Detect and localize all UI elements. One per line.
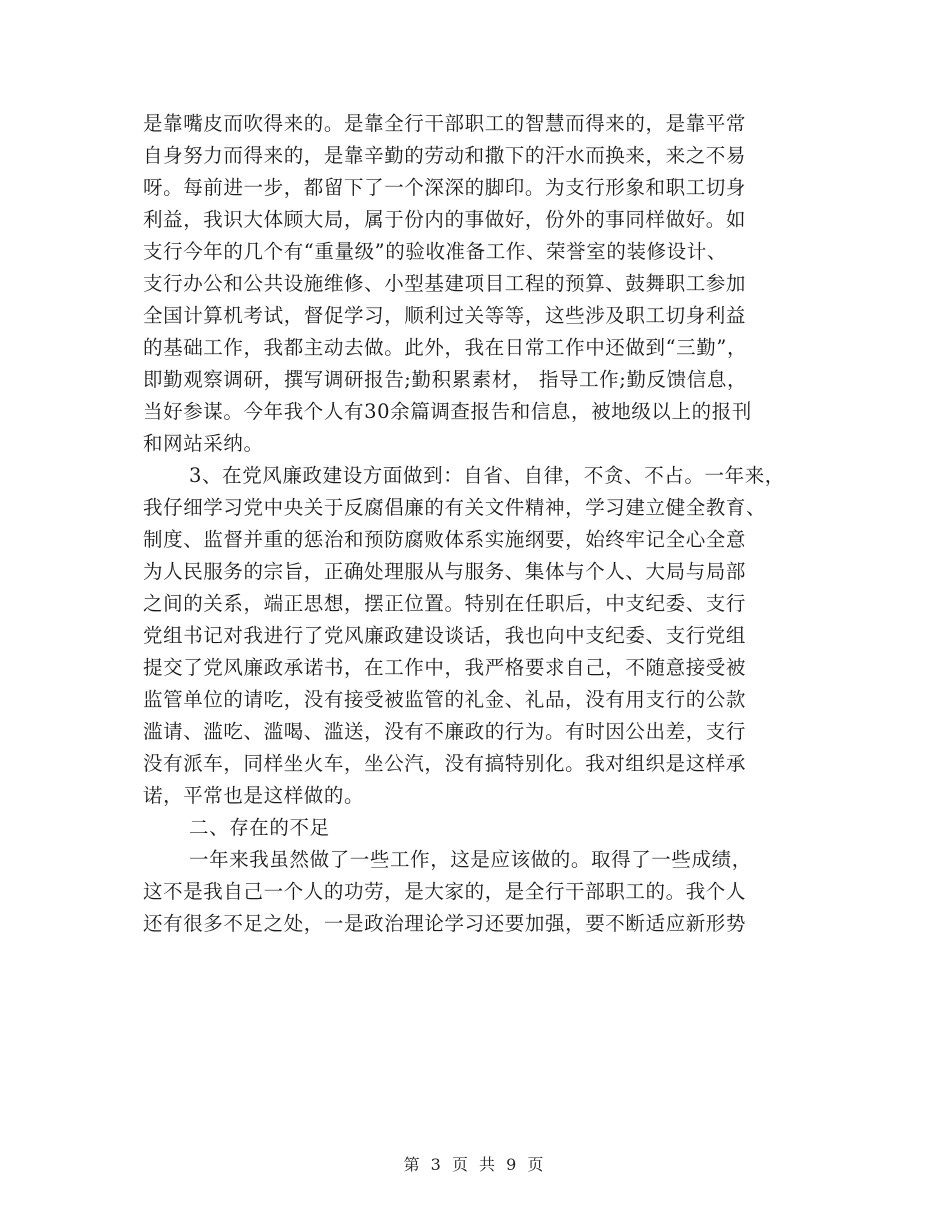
text-line: 自身努力而得来的，是靠辛勤的劳动和撒下的汗水而换来，来之不易 xyxy=(143,144,747,167)
text-line: 支行今年的几个有“重量级”的验收准备工作、荣誉室的装修设计、 xyxy=(143,240,727,263)
text-line: 即勤观察调研，撰写调研报告;勤积累素材， 指导工作;勤反馈信息， xyxy=(143,368,748,391)
text-line: 没有派车，同样坐火车，坐公汽，没有搞特别化。我对组织是这样承 xyxy=(143,752,747,775)
text-line: 这不是我自己一个人的功劳，是大家的，是全行干部职工的。我个人 xyxy=(143,880,747,903)
text-line: 提交了党风廉政承诺书，在工作中，我严格要求自己，不随意接受被 xyxy=(143,656,747,679)
text-line: 监管单位的请吃，没有接受被监管的礼金、礼品，没有用支行的公款 xyxy=(143,688,747,711)
paragraph-start-line: 一年来我虽然做了一些工作，这是应该做的。取得了一些成绩， xyxy=(189,848,752,871)
text-line: 利益，我识大体顾大局，属于份内的事做好，份外的事同样做好。如 xyxy=(143,208,747,231)
text-line: 全国计算机考试，督促学习，顺利过关等等，这些涉及职工切身利益 xyxy=(143,304,747,327)
document-body xyxy=(143,108,823,940)
text-line: 支行办公和公共设施维修、小型基建项目工程的预算、鼓舞职工参加 xyxy=(143,272,747,295)
text-line: 我仔细学习党中央关于反腐倡廉的有关文件精神，学习建立健全教育、 xyxy=(143,496,767,519)
text-line: 为人民服务的宗旨，正确处理服从与服务、集体与个人、大局与局部 xyxy=(143,560,747,583)
text-line: 当好参谋。今年我个人有30余篇调查报告和信息，被地级以上的报刊 xyxy=(143,400,752,423)
page-number-footer: 第 3 页 共 9 页 xyxy=(403,1155,547,1174)
text-line: 是靠嘴皮而吹得来的。是靠全行干部职工的智慧而得来的，是靠平常 xyxy=(143,112,747,135)
text-line: 呀。每前进一步，都留下了一个深深的脚印。为支行形象和职工切身 xyxy=(143,176,747,199)
text-line: 诺，平常也是这样做的。 xyxy=(143,784,365,807)
text-line: 滥请、滥吃、滥喝、滥送，没有不廉政的行为。有时因公出差，支行 xyxy=(143,720,747,743)
text-line: 之间的关系，端正思想，摆正位置。特别在任职后，中支纪委、支行 xyxy=(143,592,747,615)
text-line: 和网站采纳。 xyxy=(143,432,264,455)
section-heading: 二、存在的不足 xyxy=(189,816,330,839)
text-line: 制度、监督并重的惩治和预防腐败体系实施纲要，始终牢记全心全意 xyxy=(143,528,747,551)
paragraph-start-line: 3、在党风廉政建设方面做到：自省、自律，不贪、不占。一年来， xyxy=(189,464,785,487)
text-line: 的基础工作，我都主动去做。此外，我在日常工作中还做到“三勤”， xyxy=(143,336,748,359)
text-line: 还有很多不足之处，一是政治理论学习还要加强，要不断适应新形势 xyxy=(143,912,747,935)
text-line: 党组书记对我进行了党风廉政建设谈话，我也向中支纪委、支行党组 xyxy=(143,624,747,647)
